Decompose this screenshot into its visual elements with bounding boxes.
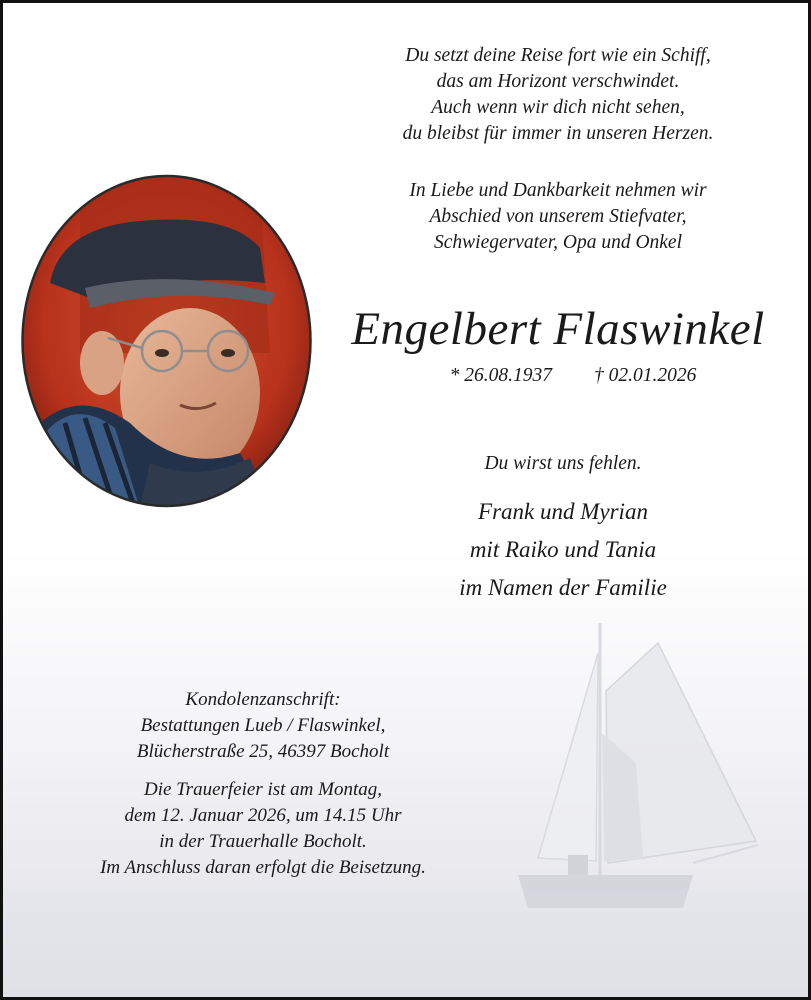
intro-line: Abschied von unserem Stiefvater, <box>429 206 687 227</box>
portrait-photo <box>20 173 313 509</box>
sailing-ship-illustration <box>508 613 768 923</box>
intro-line: In Liebe und Dankbarkeit nehmen wir <box>409 180 707 201</box>
service-line: dem 12. Januar 2026, um 14.15 Uhr <box>124 805 402 826</box>
condolence-address <box>63 687 463 765</box>
poem-line: das am Horizont verschwindet. <box>436 71 680 92</box>
life-dates <box>423 365 723 387</box>
poem-line: du bleibst für immer in unseren Herzen. <box>402 123 714 144</box>
service-line: Die Trauerfeier ist am Montag, <box>143 779 383 800</box>
closing-line: Du wirst uns fehlen. <box>484 453 642 474</box>
poem-line: Auch wenn wir dich nicht sehen, <box>431 97 685 118</box>
birth-date: * 26.08.1937 <box>449 365 552 386</box>
address-line: Bestattungen Lueb / Flaswinkel, <box>140 715 386 736</box>
intro-line: Schwiegervater, Opa und Onkel <box>433 232 683 253</box>
farewell-intro <box>358 178 758 256</box>
address-line: Kondolenzanschrift: <box>185 689 341 710</box>
family-line: Frank und Myrian <box>478 499 648 524</box>
service-line: Im Anschluss daran erfolgt die Beisetzung. <box>100 857 426 878</box>
poem <box>358 43 758 147</box>
family-signature <box>383 493 743 607</box>
service-line: in der Trauerhalle Bocholt. <box>159 831 367 852</box>
poem-line: Du setzt deine Reise fort wie ein Schiff, <box>405 45 711 66</box>
funeral-service-info <box>63 777 463 881</box>
death-date: † 02.01.2026 <box>594 365 697 386</box>
address-line: Blücherstraße 25, 46397 Bocholt <box>136 741 390 762</box>
family-line: mit Raiko und Tania <box>469 537 657 562</box>
deceased-name: Engelbert Flaswinkel <box>351 303 765 355</box>
family-line: im Namen der Familie <box>459 575 667 600</box>
